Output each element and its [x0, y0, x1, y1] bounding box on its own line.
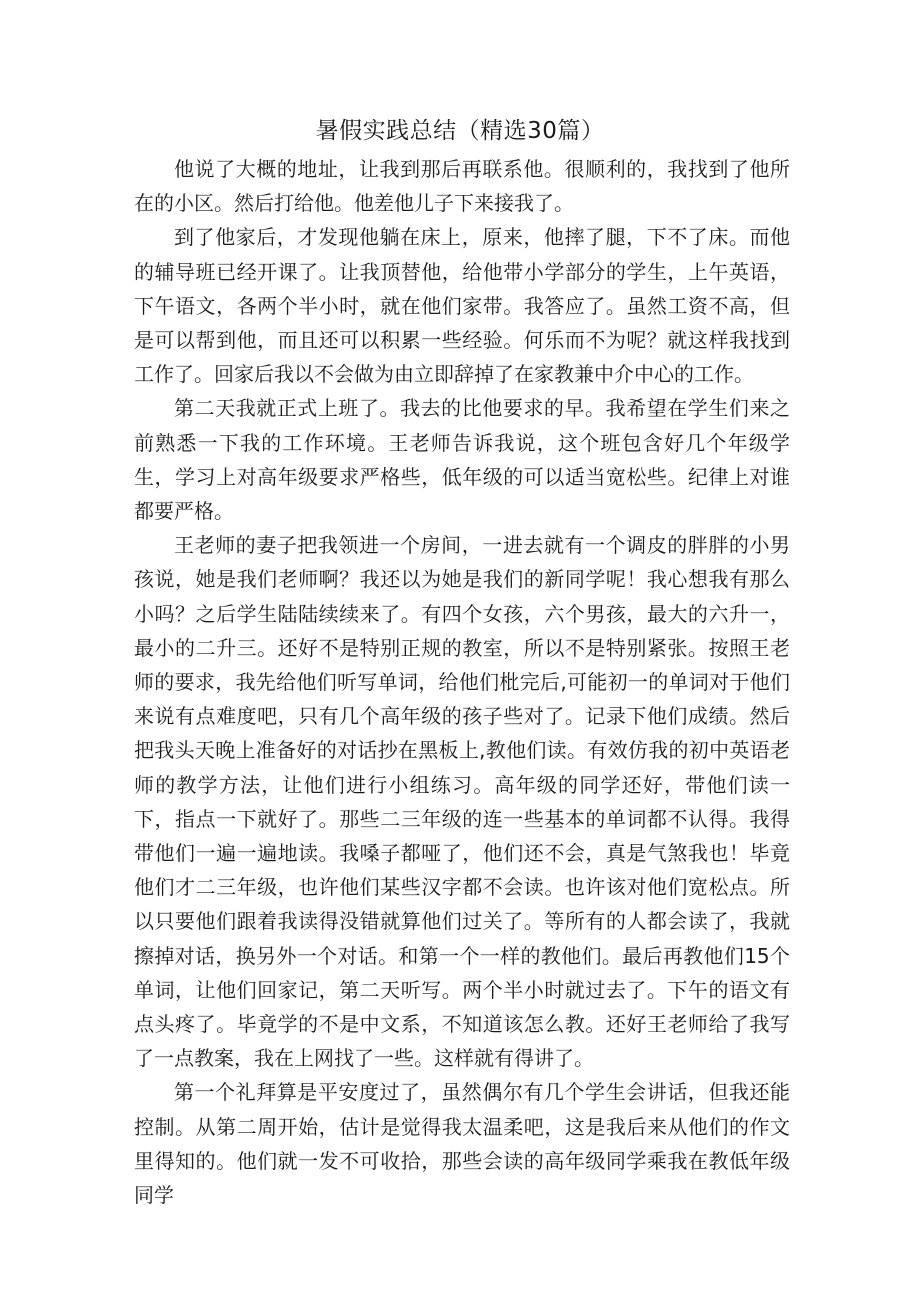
paragraph: 他说了大概的地址，让我到那后再联系他。很顺利的，我找到了他所在的小区。然后打给他。他差他儿子下来接我了。 — [134, 157, 790, 216]
paragraph: 王老师的妻子把我领进一个房间，一进去就有一个调皮的胖胖的小男孩说，她是我们老师啊？我还以为她是我们的新同学呢！我心想我有那么小吗？之后学生陆陆续续来了。有四个女孩，六个男孩，最大的六升一，最小的二升三。还好不是特别正规的教室，所以不是特别紧张。按照王老师的要求，我先给他们听写单词，给他们枇完后,可能初一的单词对于他们来说有点难度吧，只有几个高年级的孩子些对了。记录下他们成绩。然后把我头天晚上准备好的对话抄在黑板上,教他们读。有效仿我的初中英语老师的教学方法，让他们进行小组练习。高年级的同学还好，带他们读一下，指点一下就好了。那些二三年级的连一些基本的单词都不认得。我得带他们一遍一遍地读。我嗓子都哑了，他们还不会，真是气煞我也！毕竟他们才二三年级，也许他们某些汉字都不会读。也许该对他们宽松点。所以只要他们跟着我读得没错就算他们过关了。等所有的人都会读了，我就擦掉对话，换另外一个对话。和第一个一样的教他们。最后再教他们15个单词，让他们回家记，第二天听写。两个半小时就过去了。下午的语文有点头疼了。毕竟学的不是中文系，不知道该怎么教。还好王老师给了我写了一点教案，我在上网找了一些。这样就有得讲了。 — [134, 533, 790, 1071]
paragraph: 到了他家后，才发现他躺在床上，原来，他摔了腿，下不了床。而他的辅导班已经开课了。让我顶替他，给他带小学部分的学生，上午英语，下午语文，各两个半小时，就在他们家带。我答应了。虽然工资不高，但是可以帮到他，而且还可以积累一些经验。何乐而不为呢？就这样我找到工作了。回家后我以不会做为由立即辞掉了在家教兼中介中心的工作。 — [134, 225, 790, 387]
paragraph: 第二天我就正式上班了。我去的比他要求的早。我希望在学生们来之前熟悉一下我的工作环境。王老师告诉我说，这个班包含好几个年级学生，学习上对高年级要求严格些，低年级的可以适当宽松些。纪律上对谁都要严格。 — [134, 396, 790, 524]
document-body — [134, 152, 790, 1212]
document-title: 暑假实践总结（精选30篇） — [315, 118, 605, 144]
paragraph: 第一个礼拜算是平安度过了，虽然偶尔有几个学生会讲话，但我还能控制。从第二周开始，估计是觉得我太温柔吧，这是我后来从他们的作文里得知的。他们就一发不可收拾，那些会读的高年级同学乘我在教低年级同学 — [134, 1080, 790, 1208]
